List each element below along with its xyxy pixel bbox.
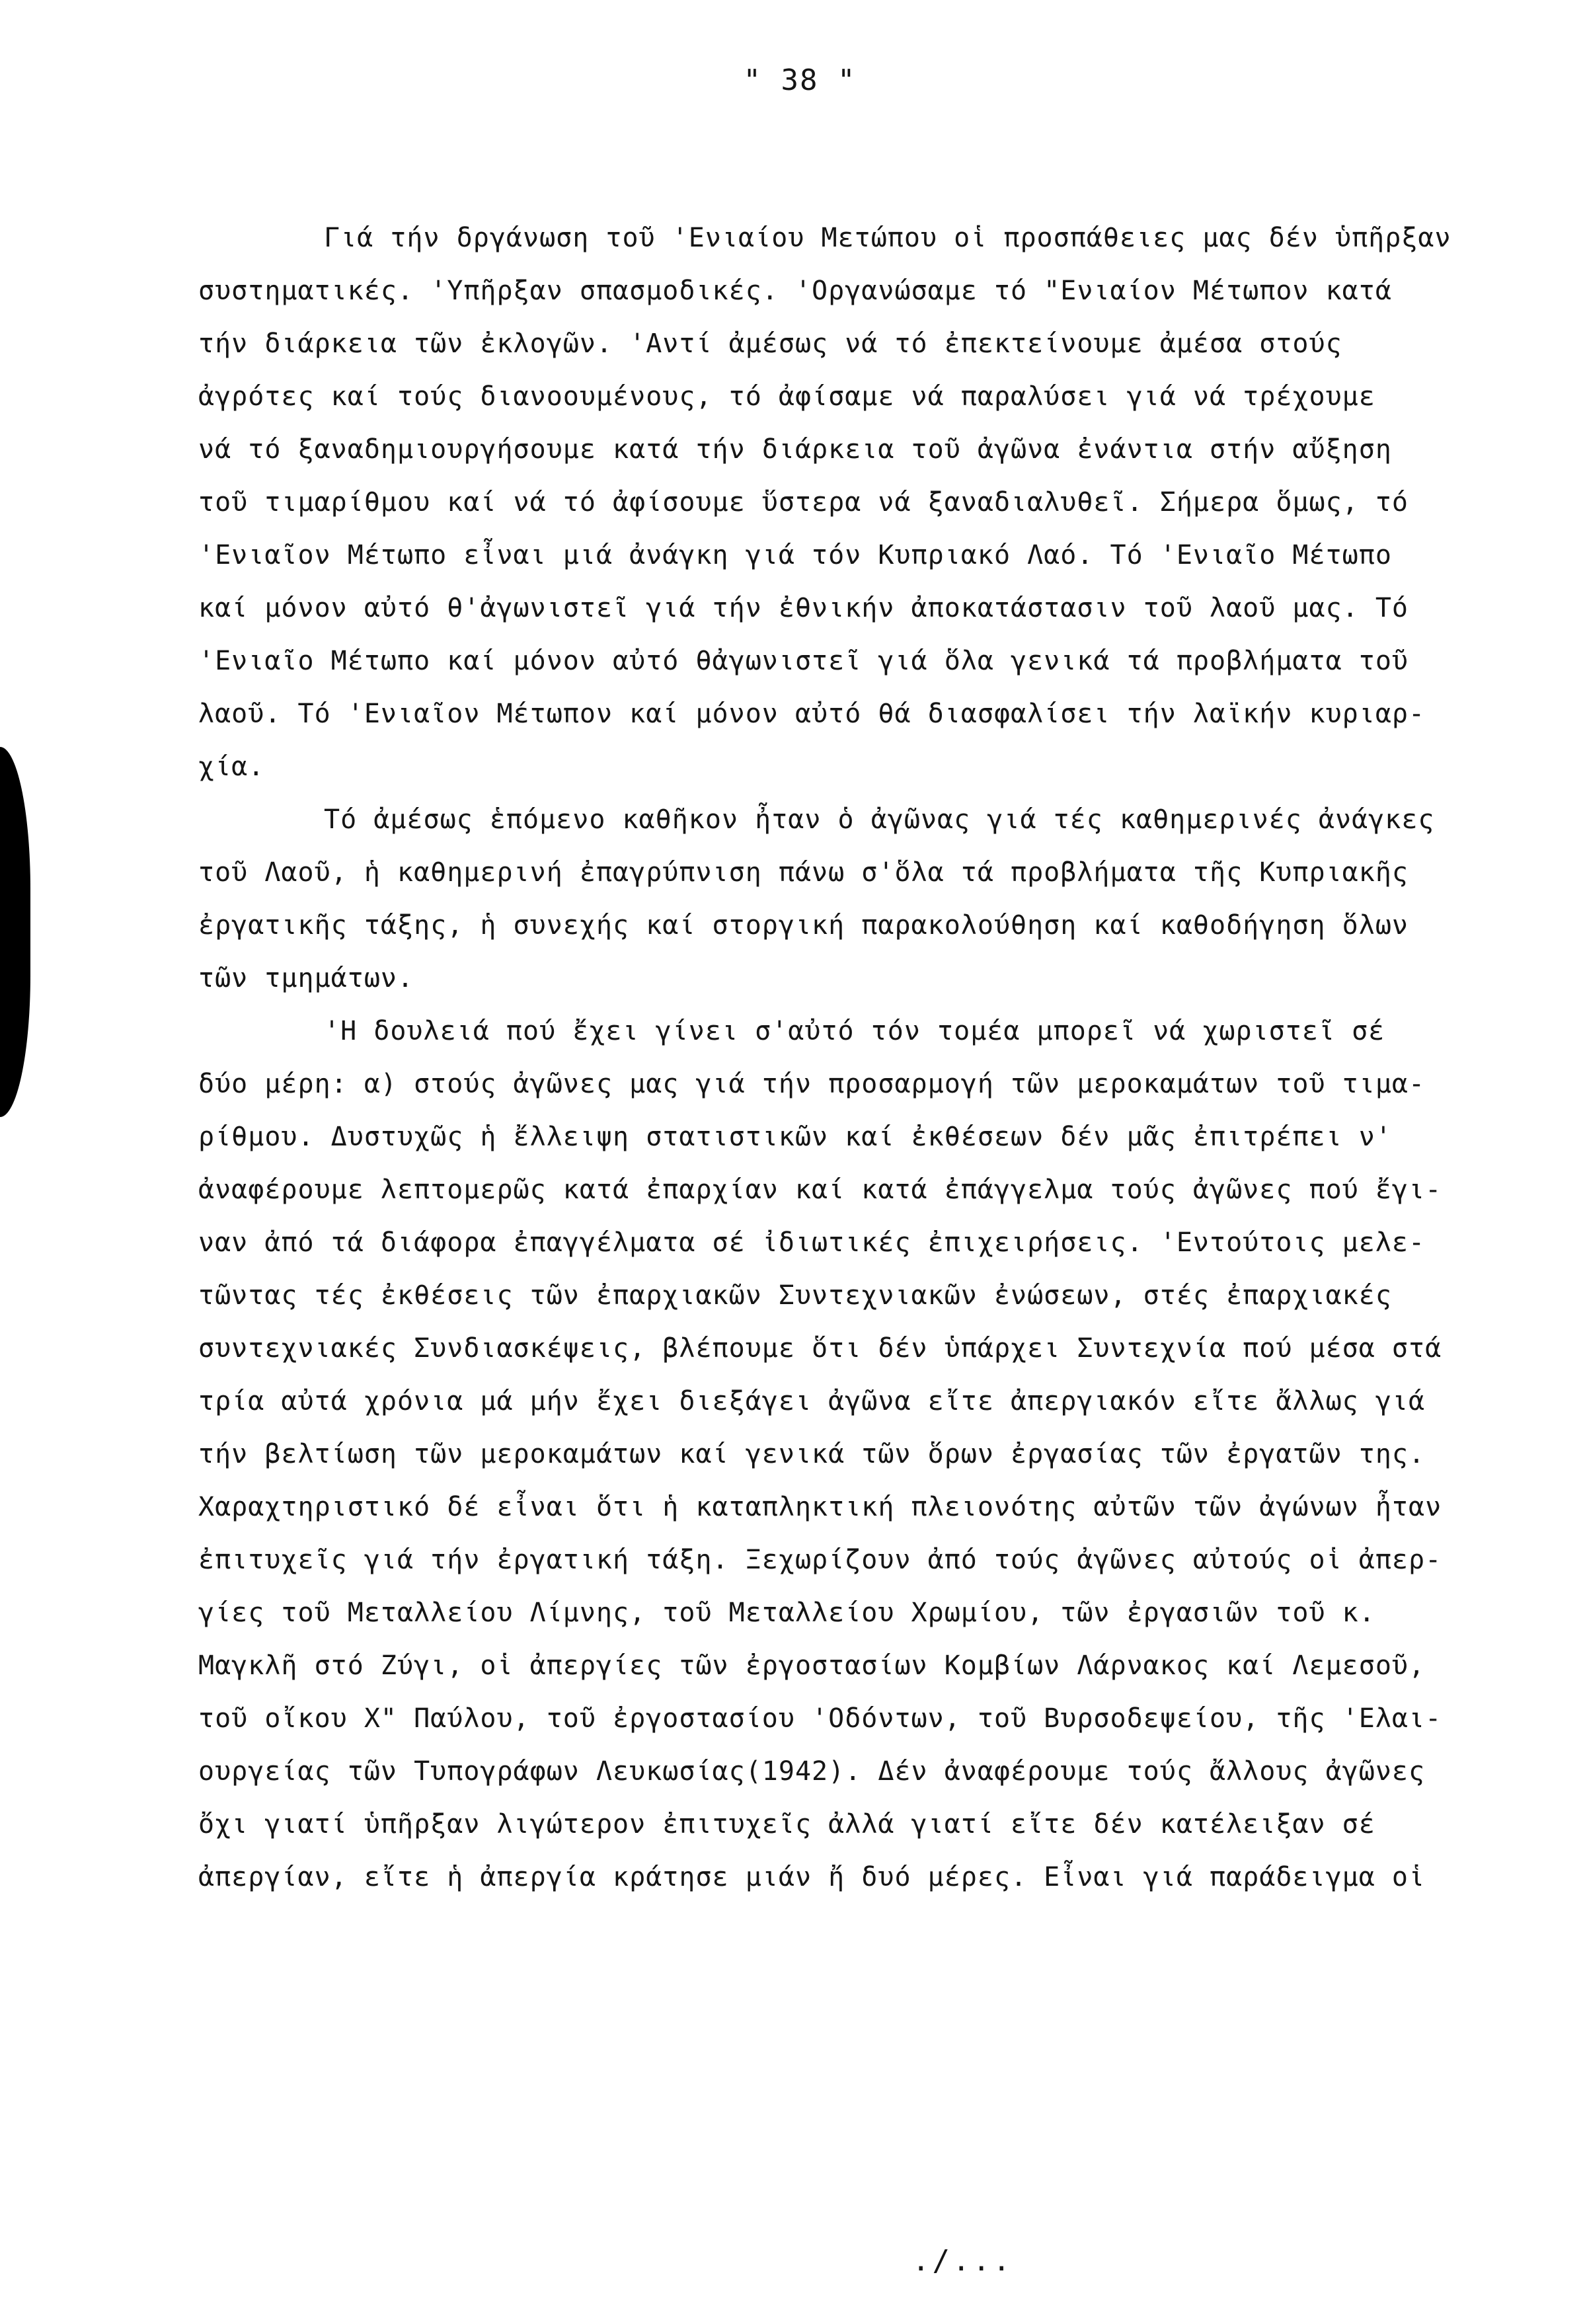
continuation-mark: ./... [912,2244,1013,2278]
text-line: τῶντας τές ἐκθέσεις τῶν ἐπαρχιακῶν Συντεχνιακῶν ἐνώσεων, στές ἐπαρχιακές [198,1280,1392,1311]
text-line: ἐργατικῆς τάξης, ἡ συνεχής καί στοργική παρακολούθηση καί καθοδήγηση ὅλων [198,910,1409,941]
text-line: 'Η δουλειά πού ἔχει γίνει σ'αὐτό τόν τομέα μπορεῖ νά χωριστεῖ σέ [324,1016,1385,1046]
text-line: τήν βελτίωση τῶν μεροκαμάτων καί γενικά τῶν ὅρων ἐργασίας τῶν ἐργατῶν της. [198,1439,1426,1469]
text-line: τοῦ οἴκου Χ" Παύλου, τοῦ ἐργοστασίου 'Οδόντων, τοῦ Βυρσοδεψείου, τῆς 'Ελαι- [198,1703,1442,1734]
page-number: " 38 " [743,63,857,97]
text-line: Χαραχτηριστικό δέ εἶναι ὅτι ἡ καταπληκτική πλειονότης αὐτῶν τῶν ἀγώνων ἦταν [198,1492,1442,1522]
text-line: ἀπεργίαν, εἴτε ἡ ἀπεργία κράτησε μιάν ἤ δυό μέρες. Εἶναι γιά παράδειγμα οἱ [198,1862,1426,1892]
body-text [198,212,1507,1904]
text-line: τῶν τμημάτων. [198,963,414,993]
text-line: συστηματικές. 'Υπῆρξαν σπασμοδικές. 'Οργανώσαμε τό "Ενιαίον Μέτωπον κατά [198,276,1392,306]
text-line: τοῦ τιμαρίθμου καί νά τό ἀφίσουμε ὕστερα νά ξαναδιαλυθεῖ. Σήμερα ὅμως, τό [198,487,1409,518]
text-line: τοῦ Λαοῦ, ἡ καθημερινή ἐπαγρύπνιση πάνω σ'ὅλα τά προβλήματα τῆς Κυπριακῆς [198,857,1409,888]
text-line: τήν διάρκεια τῶν ἐκλογῶν. 'Αντί ἀμέσως νά τό ἐπεκτείνουμε ἀμέσα στούς [198,329,1342,359]
text-line: δύο μέρη: α) στούς ἀγῶνες μας γιά τήν προσαρμογή τῶν μεροκαμάτων τοῦ τιμα- [198,1069,1426,1099]
text-line: χία. [198,752,265,782]
text-line: Γιά τήν δργάνωση τοῦ 'Ενιαίου Μετώπου οἱ προσπάθειες μας δέν ὑπῆρξαν [324,223,1451,253]
text-line: Τό ἀμέσως ἑπόμενο καθῆκον ἦταν ὁ ἀγῶνας γιά τές καθημερινές ἀνάγκες [324,804,1435,835]
text-line: νά τό ξαναδημιουργήσουμε κατά τήν διάρκεια τοῦ ἀγῶνα ἐνάντια στήν αὔξηση [198,434,1392,465]
text-line: ναν ἀπό τά διάφορα ἐπαγγέλματα σέ ἰδιωτικές ἐπιχειρήσεις. 'Εντούτοις μελε- [198,1227,1426,1258]
text-line: ρίθμου. Δυστυχῶς ἡ ἔλλειψη στατιστικῶν καί ἐκθέσεων δέν μᾶς ἐπιτρέπει ν' [198,1122,1392,1152]
text-line: ἐπιτυχεῖς γιά τήν ἐργατική τάξη. Ξεχωρίζουν ἀπό τούς ἀγῶνες αὐτούς οἱ ἀπερ- [198,1545,1442,1575]
binding-shadow [0,747,30,1117]
text-line: λαοῦ. Τό 'Ενιαῖον Μέτωπον καί μόνον αὐτό θά διασφαλίσει τήν λαϊκήν κυριαρ- [198,699,1426,729]
text-line: 'Ενιαῖο Μέτωπο καί μόνον αὐτό θἀγωνιστεῖ γιά ὅλα γενικά τά προβλήματα τοῦ [198,646,1409,676]
text-line: συντεχνιακές Συνδιασκέψεις, βλέπουμε ὅτι δέν ὑπάρχει Συντεχνία πού μέσα στά [198,1333,1442,1364]
text-line: γίες τοῦ Μεταλλείου Λίμνης, τοῦ Μεταλλείου Χρωμίου, τῶν ἐργασιῶν τοῦ κ. [198,1598,1375,1628]
text-line: τρία αὐτά χρόνια μά μήν ἔχει διεξάγει ἀγῶνα εἴτε ἀπεργιακόν εἴτε ἄλλως γιά [198,1386,1426,1416]
text-line: ουργείας τῶν Τυπογράφων Λευκωσίας(1942). Δέν ἀναφέρουμε τούς ἄλλους ἀγῶνες [198,1756,1426,1787]
text-line: Μαγκλῆ στό Ζύγι, οἱ ἀπεργίες τῶν ἐργοστασίων Κομβίων Λάρνακος καί Λεμεσοῦ, [198,1650,1426,1681]
text-line: ἀναφέρουμε λεπτομερῶς κατά ἐπαρχίαν καί κατά ἐπάγγελμα τούς ἀγῶνες πού ἔγι- [198,1175,1442,1205]
text-line: 'Ενιαῖον Μέτωπο εἶναι μιά ἀνάγκη γιά τόν Κυπριακό Λαό. Τό 'Ενιαῖο Μέτωπο [198,540,1392,570]
text-line: καί μόνον αὐτό θ'ἀγωνιστεῖ γιά τήν ἐθνικήν ἀποκατάστασιν τοῦ λαοῦ μας. Τό [198,593,1409,623]
text-line: ἀγρότες καί τούς διανοουμένους, τό ἀφίσαμε νά παραλύσει γιά νά τρέχουμε [198,381,1375,412]
text-line: ὄχι γιατί ὑπῆρξαν λιγώτερον ἐπιτυχεῖς ἀλλά γιατί εἴτε δέν κατέλειξαν σέ [198,1809,1375,1840]
